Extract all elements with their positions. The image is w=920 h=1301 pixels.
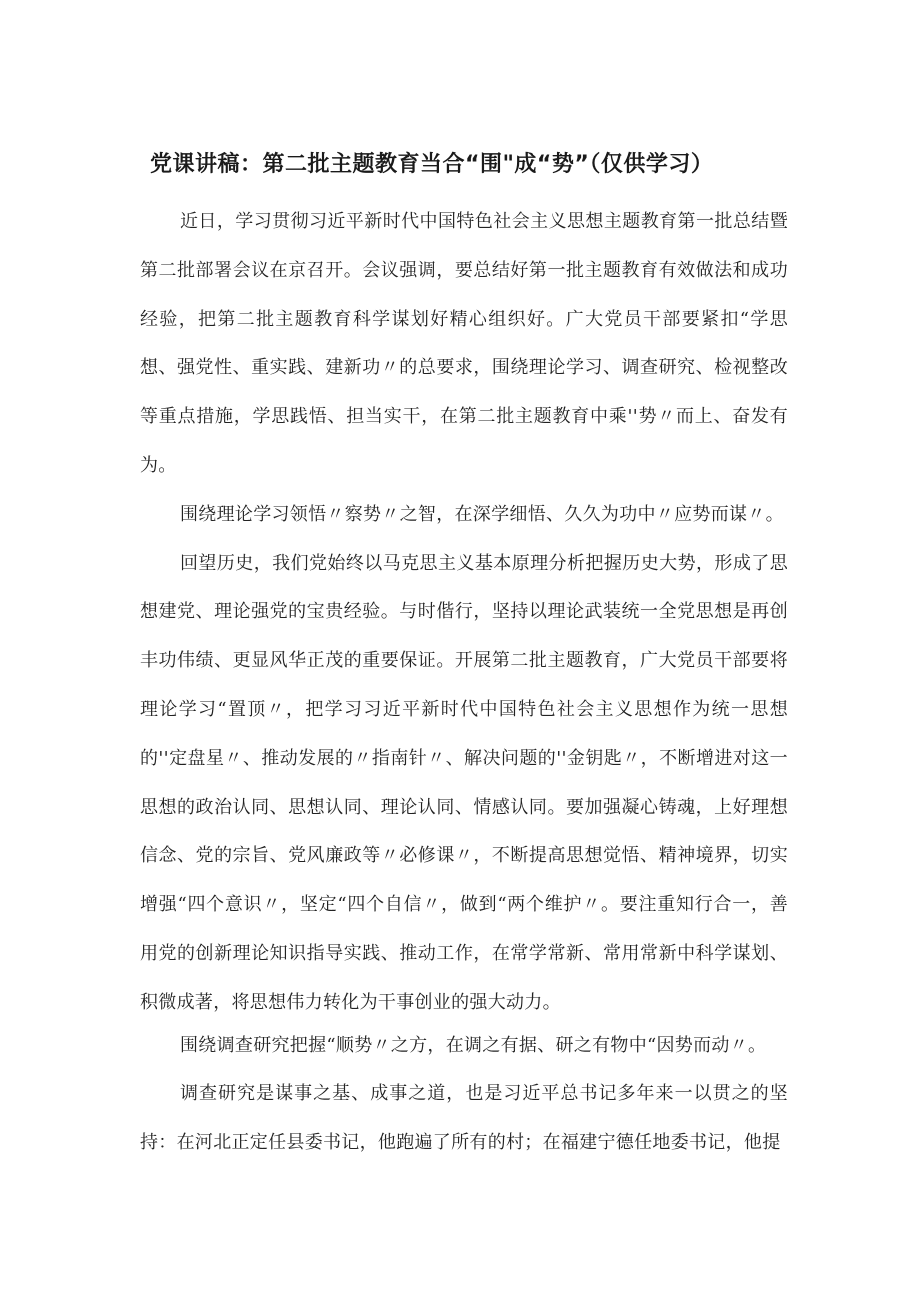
paragraph-heading-research: 围绕调查研究把握“顺势〃之方，在调之有据、研之有物中“因势而动〃。 [180,1034,767,1056]
paragraph-intro: 近日，学习贯彻习近平新时代中国特色社会主义思想主题教育第一批总结暨第二批部署会议在京召开。会议强调，要总结好第一批主题教育有效做法和成功经验，把第二批主题教育科学谋划好精心组织好。广大党员干部要紧扣“学思想、强党性、重实践、建新功〃的总要求，围绕理论学习、调查研究、检视整改等重点措施，学思践悟、担当实干，在第二批主题教育中乘''势〃而上、奋发有为。 [140,211,788,476]
paragraph-theory: 回望历史，我们党始终以马克思主义基本原理分析把握历史大势，形成了思想建党、理论强党的宝贵经验。与时偕行，坚持以理论武装统一全党思想是再创丰功伟绩、更显风华正茂的重要保证。开展第二批主题教育，广大党员干部要将理论学习“置顶〃，把学习习近平新时代中国特色社会主义思想作为统一思想的''定盘星〃、推动发展的〃指南针〃、解决问题的''金钥匙〃，不断增进对这一思想的政治认同、思想认同、理论认同、情感认同。要加强凝心铸魂，上好理想信念、党的宗旨、党风廉政等〃必修课〃，不断提高思想觉悟、精神境界，切实增强“四个意识〃，坚定“四个自信〃，做到“两个维护〃。要注重知行合一，善用党的创新理论知识指导实践、推动工作，在常学常新、常用常新中科学谋划、积微成著，将思想伟力转化为干事创业的强大动力。 [140,552,788,1013]
document-body [140,198,788,1168]
document-title: 党课讲稿：第二批主题教育当合“围"成“势”（仅供学习） [150,152,714,177]
paragraph-research: 调查研究是谋事之基、成事之道，也是习近平总书记多年来一以贯之的坚持：在河北正定任县委书记，他跑遍了所有的村；在福建宁德任地委书记，他提 [140,1083,788,1154]
paragraph-heading-theory: 围绕理论学习领悟〃察势〃之智，在深学细悟、久久为功中〃应势而谋〃。 [180,503,784,525]
